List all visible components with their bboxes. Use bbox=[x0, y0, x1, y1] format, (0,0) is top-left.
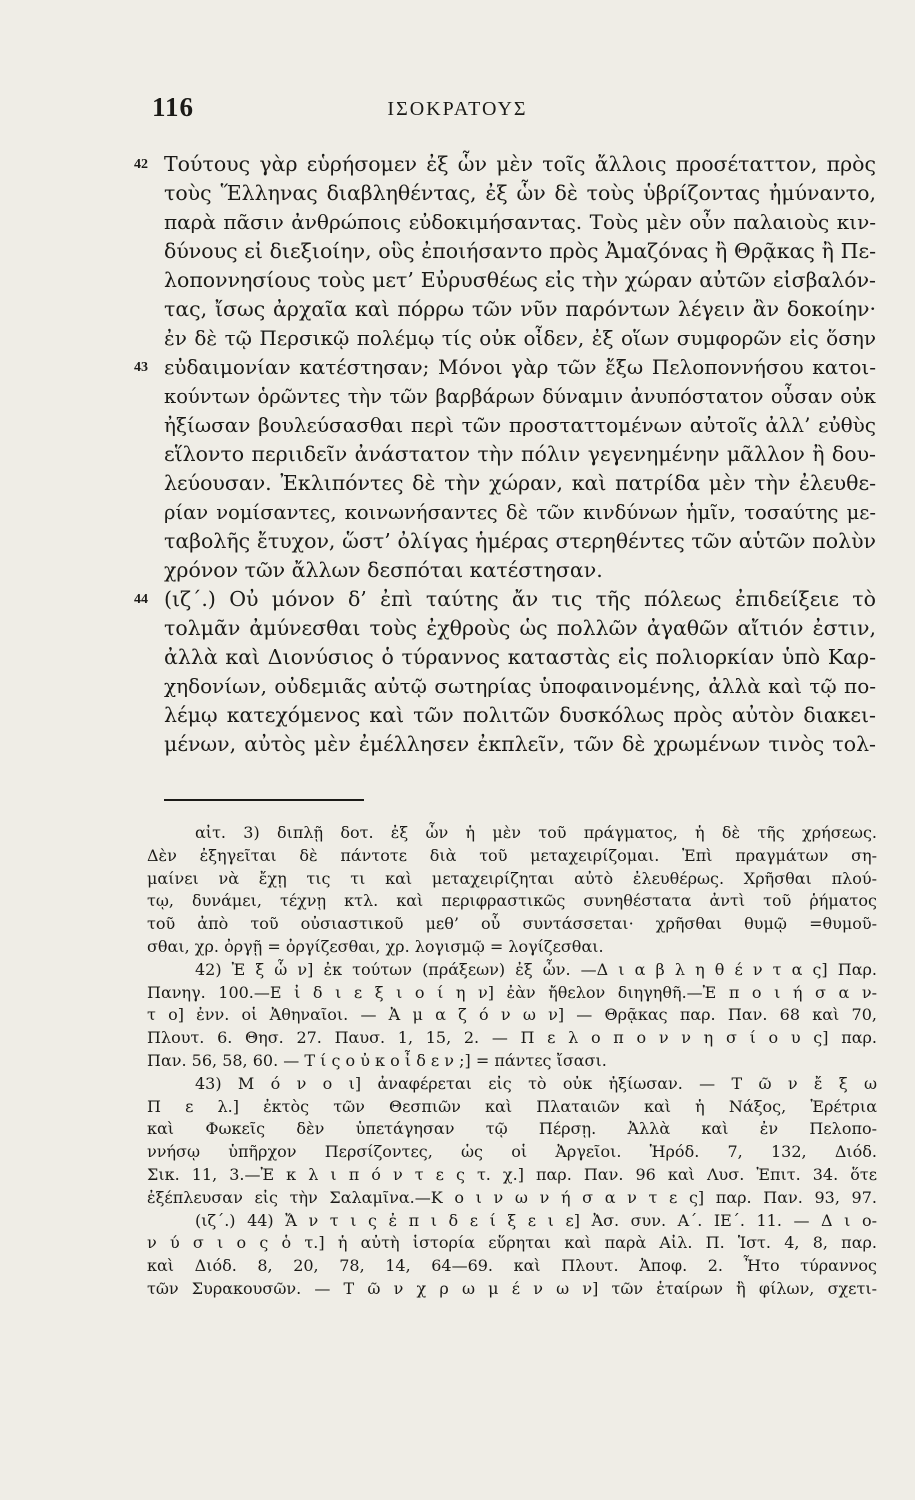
text-line bbox=[164, 556, 876, 585]
footnote-line: τοῦ ἀπὸ τοῦ οὐσιαστικοῦ μεθ’ οὗ συντάσσεται· χρῆσθαι θυμῷ =θυμοῦ- bbox=[147, 914, 877, 934]
line-text: μένων, αὐτὸς μὲν ἐμέλλησεν ἐκπλεῖν, τῶν δὲ χρωμένων τινὸς τολ- bbox=[164, 732, 876, 756]
footnote-line: Π ε λ.] ἐκτὸς τῶν Θεσπιῶν καὶ Πλαταιῶν καὶ ἡ Νάξος, Ἐρέτρια bbox=[147, 1096, 877, 1116]
line-text: παρὰ πᾶσιν ἀνθρώποις εὐδοκιμήσαντας. Τοὺς μὲν οὖν παλαιοὺς κιν- bbox=[164, 210, 876, 234]
text-line bbox=[164, 498, 876, 527]
text-line bbox=[164, 643, 876, 672]
text-line bbox=[134, 150, 876, 179]
line-text: κούντων ὁρῶντες τὴν τῶν βαρβάρων δύναμιν ἀνυπόστατον οὖσαν οὐκ bbox=[164, 385, 876, 408]
footnote-line: Σικ. 11, 3.—Ἐ κ λ ι π ό ν τ ε ς τ. χ.] παρ. Παν. 96 καὶ Λυσ. Ἐπιτ. 34. ὅτε bbox=[147, 1164, 877, 1184]
text-line bbox=[164, 672, 876, 701]
line-text: λοποννησίους τοὺς μετ’ Εὐρυσθέως εἰς τὴν χώραν αὐτῶν εἰσβαλόν- bbox=[164, 268, 876, 292]
footnote-line: τ ο] ἐνν. οἱ Ἀθηναῖοι. — Ἀ μ α ζ ό ν ω ν] — Θρᾷκας παρ. Παν. 68 καὶ 70, bbox=[147, 1005, 877, 1025]
line-text: χρόνον τῶν ἄλλων δεσπόται κατέστησαν. bbox=[164, 558, 603, 582]
text-line bbox=[164, 701, 876, 730]
running-head: ΙΣΟΚΡΑΤΟΥΣ bbox=[387, 98, 528, 120]
footnote-line: Πανηγ. 100.—Ε ἰ δ ι ε ξ ι ο ί η ν] ἐὰν ἤθελον διηγηθῆ.—Ἐ π ο ι ή σ α ν- bbox=[147, 982, 877, 1002]
footnote-line: Παν. 56, 58, 60. — Τ ί ς ο ὐ κ ο ἶ δ ε ν ;] = πάντες ἴσασι. bbox=[147, 1050, 607, 1070]
text-line bbox=[164, 614, 876, 643]
text-line bbox=[164, 179, 876, 208]
section-number: 43 bbox=[134, 360, 148, 375]
footnote-line: ἐξέπλευσαν εἰς τὴν Σαλαμῖνα.—Κ ο ι ν ω ν ή σ α ν τ ε ς] παρ. Παν. 93, 97. bbox=[147, 1187, 877, 1207]
line-text: τας, ἴσως ἀρχαῖα καὶ πόρρω τῶν νῦν παρόντων λέγειν ἂν δοκοίην· bbox=[164, 297, 876, 321]
line-text: Τούτους γὰρ εὑρήσομεν ἐξ ὧν μὲν τοῖς ἄλλοις προσέταττον, πρὸς bbox=[164, 152, 876, 176]
text-line bbox=[164, 237, 876, 266]
footnote-line: αἰτ. 3) διπλῇ δοτ. ἐξ ὧν ἡ μὲν τοῦ πράγματος, ἡ δὲ τῆς χρήσεως. bbox=[195, 823, 877, 842]
line-text: δύνους εἰ διεξιοίην, οὓς ἐποιήσαντο πρὸς Ἀμαζόνας ἢ Θρᾷκας ἢ Πε- bbox=[164, 239, 876, 263]
footnotes bbox=[147, 822, 877, 1301]
text-line bbox=[164, 730, 876, 759]
text-line bbox=[164, 324, 876, 353]
line-text: ἐν δὲ τῷ Περσικῷ πολέμῳ τίς οὐκ οἶδεν, ἐξ οἵων συμφορῶν εἰς ὅσην bbox=[164, 326, 876, 350]
footnote-line: τῶν Συρακουσῶν. — Τ ῶ ν χ ρ ω μ έ ν ω ν] τῶν ἑταίρων ἢ φίλων, σχετι- bbox=[147, 1278, 877, 1298]
line-text: χηδονίων, οὐδεμιᾶς αὐτῷ σωτηρίας ὑποφαινομένης, ἀλλὰ καὶ τῷ πο- bbox=[164, 674, 876, 698]
footnote-line: τῳ, δυνάμει, τέχνῃ κτλ. καὶ περιφραστικῶς συνηθέστατα ἀντὶ τοῦ ῥήματος bbox=[147, 891, 877, 911]
text-line bbox=[134, 353, 876, 382]
text-line bbox=[134, 585, 876, 614]
footnote-line: ννήσῳ ὑπῆρχον Περσίζοντες, ὡς οἱ Ἀργεῖοι. Ἡρόδ. 7, 132, Διόδ. bbox=[147, 1142, 877, 1162]
text-line bbox=[164, 411, 876, 440]
text-line bbox=[164, 295, 876, 324]
section-number: 42 bbox=[134, 157, 148, 172]
text-line bbox=[164, 266, 876, 295]
footnote-line: ν ύ σ ι ο ς ὁ τ.] ἡ αὐτὴ ἱστορία εὕρηται καὶ παρὰ Αἰλ. Π. Ἱστ. 4, 8, παρ. bbox=[147, 1233, 877, 1253]
line-text: λέμῳ κατεχόμενος καὶ τῶν πολιτῶν δυσκόλως πρὸς αὐτὸν διακει- bbox=[164, 703, 876, 727]
page-number: 116 bbox=[152, 92, 195, 122]
footnote-line: καὶ Διόδ. 8, 20, 78, 14, 64—69. καὶ Πλουτ. Ἀποφ. 2. Ἦτο τύραννος bbox=[147, 1256, 877, 1276]
text-line bbox=[164, 440, 876, 469]
footnote-line: Δὲν ἐξηγεῖται δὲ πάντοτε διὰ τοῦ μεταχειρίζομαι. Ἐπὶ πραγμάτων ση- bbox=[147, 845, 877, 865]
footnote-rule bbox=[164, 799, 364, 801]
line-text: τολμᾶν ἀμύνεσθαι τοὺς ἐχθροὺς ὡς πολλῶν ἀγαθῶν αἴτιόν ἐστιν, bbox=[164, 616, 876, 640]
main-text bbox=[134, 150, 876, 759]
line-text: λεύουσαν. Ἐκλιπόντες δὲ τὴν χώραν, καὶ πατρίδα μὲν τὴν ἐλευθε- bbox=[164, 471, 876, 495]
line-text: ρίαν νομίσαντες, κοινωνήσαντες δὲ τῶν κινδύνων ἡμῖν, τοσαύτης με- bbox=[164, 501, 876, 524]
footnote-line: 42) Ἐ ξ ὧ ν] ἐκ τούτων (πράξεων) ἐξ ὧν. —Δ ι α β λ η θ έ ν τ α ς] Παρ. bbox=[195, 959, 877, 979]
line-text: ἠξίωσαν βουλεύσασθαι περὶ τῶν προσταττομένων αὐτοῖς ἀλλ’ εὐθὺς bbox=[164, 413, 876, 437]
footnote-line: μαίνει νὰ ἔχῃ τις τι καὶ μεταχειρίζηται αὐτὸ ἐλευθέρως. Χρῆσθαι πλού- bbox=[147, 868, 877, 888]
footnote-line: (ιζ΄.) 44) Ἄ ν τ ι ς ἐ π ι δ ε ί ξ ε ι ε] Ἀσ. συν. Α΄. ΙΕ΄. 11. — Δ ι ο- bbox=[195, 1210, 877, 1230]
text-line bbox=[164, 469, 876, 498]
line-text: εὐδαιμονίαν κατέστησαν; Μόνοι γὰρ τῶν ἔξω Πελοποννήσου κατοι- bbox=[164, 355, 876, 379]
text-line bbox=[164, 382, 876, 411]
text-line bbox=[164, 208, 876, 237]
footnote-line: σθαι, χρ. ὀργῇ = ὀργίζεσθαι, χρ. λογισμῷ = λογίζεσθαι. bbox=[147, 936, 604, 956]
line-text: τοὺς Ἕλληνας διαβληθέντας, ἐξ ὧν δὲ τοὺς ὑβρίζοντας ἠμύναντο, bbox=[164, 181, 876, 205]
section-number: 44 bbox=[134, 592, 148, 607]
line-text: εἵλοντο περιιδεῖν ἀνάστατον τὴν πόλιν γεγενημένην μᾶλλον ἢ δου- bbox=[164, 442, 876, 466]
footnote-line: 43) Μ ό ν ο ι] ἀναφέρεται εἰς τὸ οὐκ ἠξίωσαν. — Τ ῶ ν ἔ ξ ω bbox=[195, 1073, 877, 1093]
text-line bbox=[164, 527, 876, 556]
line-text: ἀλλὰ καὶ Διονύσιος ὁ τύραννος καταστὰς εἰς πολιορκίαν ὑπὸ Καρ- bbox=[164, 645, 876, 669]
line-text: (ιζ΄.) Οὐ μόνον δ’ ἐπὶ ταύτης ἄν τις τῆς πόλεως ἐπιδείξειε τὸ bbox=[164, 587, 876, 611]
footnote-line: Πλουτ. 6. Θησ. 27. Παυσ. 1, 15, 2. — Π ε λ ο π ο ν ν η σ ί ο υ ς] παρ. bbox=[147, 1028, 877, 1048]
footnote-line: καὶ Φωκεῖς δὲν ὑπετάγησαν τῷ Πέρσῃ. Ἀλλὰ καὶ ἐν Πελοπο- bbox=[147, 1119, 877, 1139]
line-text: ταβολῆς ἔτυχον, ὥστ’ ὀλίγας ἡμέρας στερηθέντες τῶν αὑτῶν πολὺν bbox=[164, 529, 876, 553]
